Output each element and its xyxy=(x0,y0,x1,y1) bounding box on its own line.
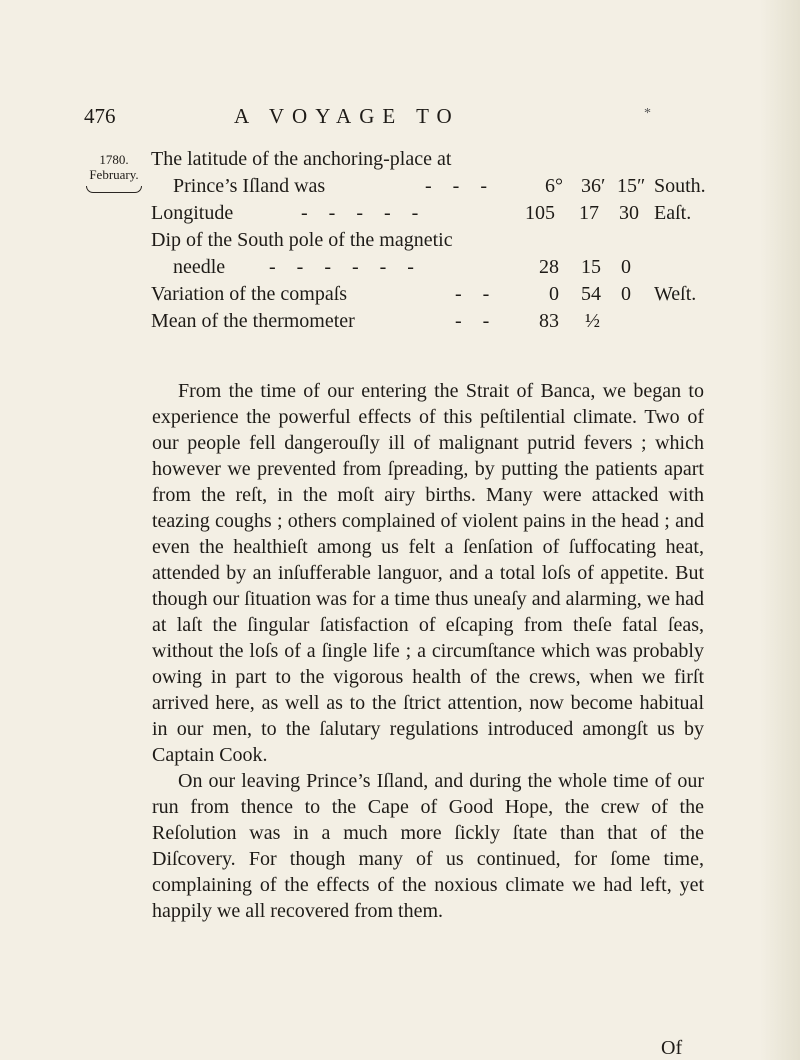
row-seconds: 0 xyxy=(621,256,631,278)
row-minutes: 17 xyxy=(579,202,599,224)
row-leader: - - - xyxy=(425,175,495,197)
ornament-mark: * xyxy=(644,106,651,121)
row-minutes: 36′ xyxy=(581,175,606,197)
row-minutes: ½ xyxy=(585,310,600,332)
row-minutes: 54 xyxy=(581,283,601,305)
margin-month: February. xyxy=(89,167,139,182)
row-degrees: 28 xyxy=(539,256,559,278)
row-seconds: 0 xyxy=(621,283,631,305)
margin-year: 1780. xyxy=(99,152,129,167)
paragraph: On our leaving Prince’s Iſland, and during the whole time of our run from thence to the Cape of Good Hope, the crew of the Reſolution was in a much more ſickly ſtate than that of the Diſcovery. For though many of us continued, for ſome time, complaining of the effects of the noxious climate we had left, yet happily we all recovered from them. xyxy=(152,770,704,922)
page-number: 476 xyxy=(84,104,116,128)
running-title: A VOYAGE TO xyxy=(234,104,460,128)
table-intro: The latitude of the anchoring-place at xyxy=(151,148,452,170)
row-leader: - - xyxy=(455,310,498,332)
row-minutes: 15 xyxy=(581,256,601,278)
paragraph: From the time of our entering the Strait of Banca, we began to experience the powerful effects of this peſtilential climate. Two of our people fell dangerouſly ill of malignant putrid fevers ; which however we prevented from ſpreading, by putting the patients apart from the reſt, in the moſt airy births. Many were attacked with teazing coughs ; others complained of violent pains in the head ; and even the healthieſt among us felt a ſenſation of ſuffocating heat, attended by an inſufferable languor, and a total loſs of appetite. But though our ſituation was for a time thus uneaſy and alarming, we had at laſt the ſingular ſatisfaction of eſcaping from theſe fatal ſeas, without the loſs of a ſingle life ; a circumſtance which was probably owing in part to the vigorous health of the crews, when we firſt arrived here, as well as to the ſtrict attention, now become habitual in our men, to the ſalutary regulations introduced amongſt us by Captain Cook. xyxy=(152,380,704,766)
margin-brace xyxy=(86,186,142,193)
row-label: needle xyxy=(173,256,226,278)
row-degrees: 0 xyxy=(549,283,559,305)
row-label: Longitude xyxy=(151,202,234,224)
row-label: Prince’s Iſland was xyxy=(173,175,326,197)
row-label: Mean of the thermometer xyxy=(151,310,355,332)
row-leader: - - - - - - xyxy=(269,256,422,278)
row-direction: South. xyxy=(654,175,706,197)
row-seconds: 15″ xyxy=(617,175,646,197)
running-header xyxy=(84,104,684,136)
row-degrees: 83 xyxy=(539,310,559,332)
margin-date-note xyxy=(84,152,144,182)
row-label: Variation of the compaſs xyxy=(151,283,348,305)
page-edge-shadow xyxy=(760,0,800,1060)
row-label: Dip of the South pole of the magnetic xyxy=(151,229,453,251)
row-leader: - - - - - xyxy=(301,202,427,224)
row-seconds: 30 xyxy=(619,202,639,224)
row-leader: - - xyxy=(455,283,498,305)
row-degrees: 105 xyxy=(525,202,555,224)
row-direction: Weſt. xyxy=(654,283,697,305)
body-text xyxy=(152,378,704,924)
row-direction: Eaſt. xyxy=(654,202,692,224)
catchword: Of xyxy=(661,1037,683,1059)
row-degrees: 6° xyxy=(545,175,563,197)
